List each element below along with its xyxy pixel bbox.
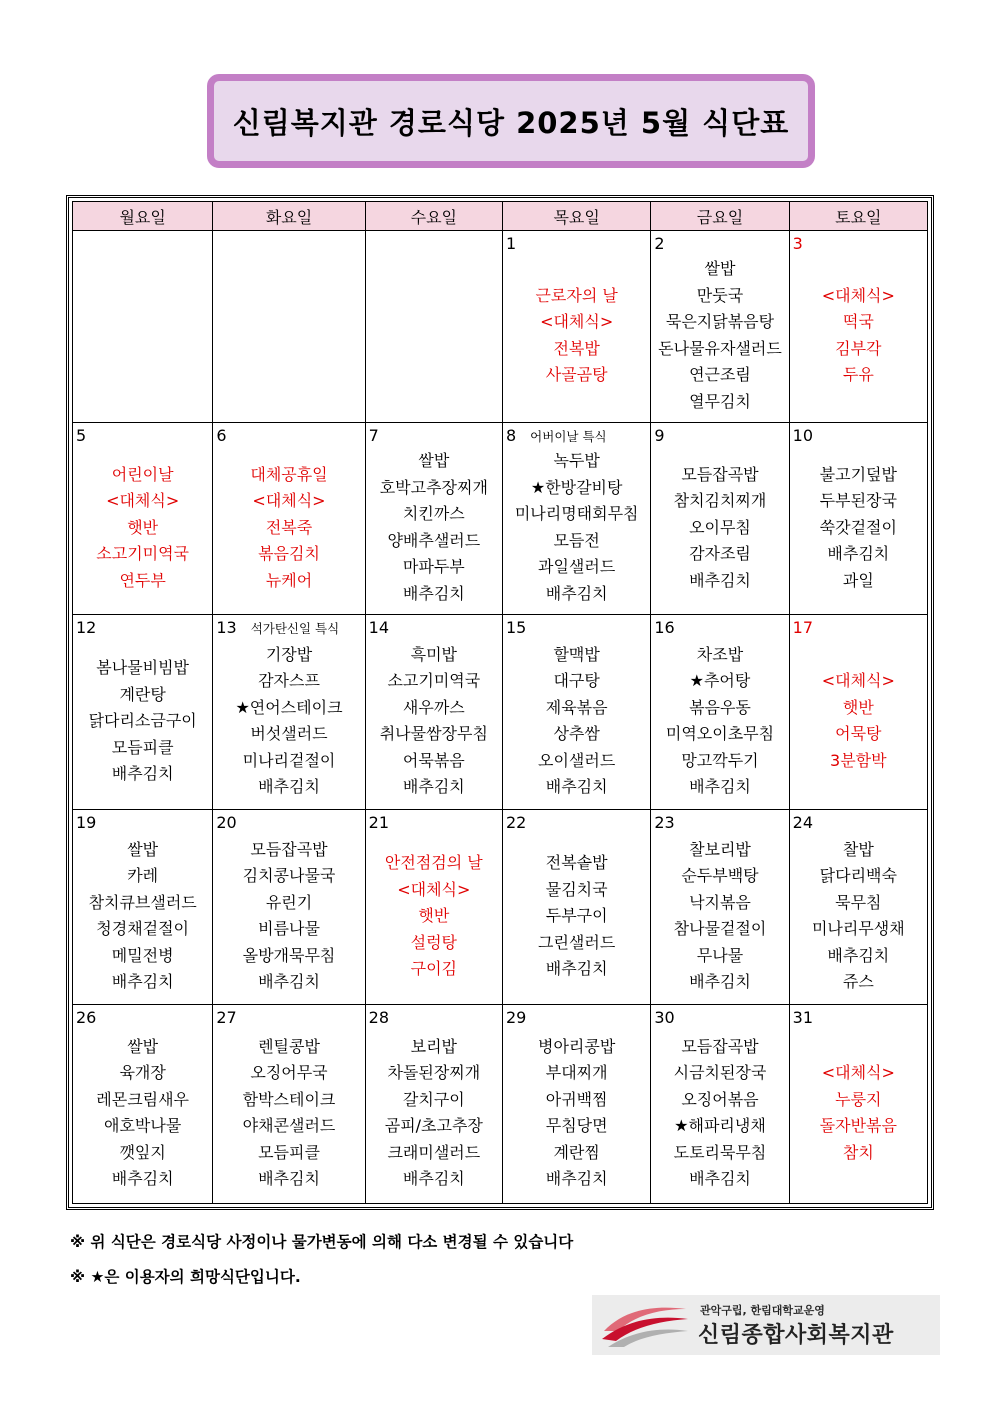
menu-item: 무나물 [696,945,744,965]
menu-item: 닭다리소금구이 [88,711,197,731]
menu-item: 배추김치 [258,777,320,797]
day-cell [73,809,213,1004]
menu-item: 묵은지닭볶음탕 [665,312,775,332]
day-cell [789,809,927,1004]
day-cell [213,231,365,423]
menu-item: ★연어스테이크 [235,697,343,717]
day-number: 8 [505,425,517,445]
menu-item: 떡국 [842,312,874,332]
day-number: 14 [368,617,390,637]
menu-item: 아귀백찜 [545,1089,608,1109]
menu-item: 만둣국 [696,285,744,305]
menu-item: 부대찌개 [545,1063,608,1083]
menu-list [366,256,502,422]
day-number: 31 [792,1007,813,1027]
day-number: 10 [792,425,813,445]
menu-list [213,448,364,614]
menu-item: 차돌된장찌개 [387,1063,481,1083]
menu-item: 메밀전병 [111,945,174,965]
menu-item: 크래미샐러드 [387,1142,481,1162]
menu-item: 봄나물비빔밥 [96,658,190,678]
menu-item: 배추김치 [402,777,465,797]
menu-item: 배추김치 [545,583,608,603]
day-number: 3 [792,234,803,253]
day-cell [789,231,927,423]
menu-item: 비름나물 [258,919,320,939]
menu-list [651,448,788,614]
menu-item: 오이무침 [689,517,751,537]
menu-item: 치킨까스 [402,504,465,524]
menu-calendar [72,201,928,1204]
menu-item: 배추김치 [689,777,751,797]
day-number: 22 [505,812,527,832]
menu-item: <대체식> [821,1063,895,1083]
menu-item: 찰보리밥 [689,839,751,859]
menu-list [790,1030,927,1203]
menu-item: 보리밥 [410,1036,458,1056]
day-cell [502,422,650,614]
day-number: 30 [654,1007,675,1027]
menu-item: 참치큐브샐러드 [88,892,197,912]
menu-item: 취나물쌈장무침 [379,724,488,744]
menu-item: <대체식> [821,671,895,691]
menu-item: 배추김치 [545,959,608,979]
menu-item: 유린기 [265,892,313,912]
special-meal-note: 어버이날 특식 [530,428,607,444]
day-cell [365,1004,502,1203]
menu-item: 모듬잡곡밥 [250,839,328,859]
weekday-header: 월요일 [73,202,213,231]
menu-item: 전복밥 [553,338,600,358]
menu-item: 어묵탕 [835,724,882,744]
menu-list [790,256,927,422]
menu-item: 배추김치 [545,1169,608,1189]
menu-item: 배추김치 [402,583,465,603]
menu-item: 오징어볶음 [681,1089,759,1109]
day-number: 29 [505,1007,527,1027]
menu-item: 볶음김치 [258,544,320,564]
day-cell [502,231,650,423]
day-number: 2 [654,234,665,253]
menu-item: 소고기미역국 [96,544,190,564]
menu-item: 참치김치찌개 [673,491,767,511]
menu-item: 참치 [842,1142,874,1162]
menu-item: 뉴케어 [265,570,313,590]
menu-item: 녹두밥 [553,451,600,471]
menu-list [503,448,650,614]
menu-item: 미나리명태회무침 [514,504,639,524]
menu-item: ★추어탕 [689,671,751,691]
weekday-header: 토요일 [789,202,927,231]
menu-item: 전복죽 [265,517,313,537]
day-cell [73,422,213,614]
calendar-frame [66,195,934,1210]
menu-list [366,640,502,809]
day-cell [789,614,927,809]
menu-item: 쌀밥 [704,259,736,279]
menu-list [213,835,364,1004]
menu-item: 카레 [127,866,159,886]
menu-item: 누룽지 [835,1089,882,1109]
menu-item: 전복솥밥 [545,853,608,873]
menu-item: ★해파리냉채 [674,1116,766,1136]
logo-subtitle: 관악구립, 한림대학교운영 [700,1303,825,1317]
menu-item: 마파두부 [402,557,465,577]
menu-item: 오이샐러드 [538,750,616,770]
menu-item: 갈치구이 [402,1089,465,1109]
menu-item: 열무김치 [689,391,751,411]
menu-item: 배추김치 [402,1169,465,1189]
menu-item: 애호박나물 [104,1116,182,1136]
menu-item: 그린샐러드 [538,932,616,952]
menu-list [73,835,212,1004]
day-number: 23 [654,812,675,832]
menu-item: 버섯샐러드 [250,724,328,744]
menu-item: 두부구이 [545,906,608,926]
title-box [207,74,815,168]
day-cell [502,809,650,1004]
menu-item: 어린이날 [111,464,174,484]
day-cell [651,231,789,423]
day-number: 26 [76,1007,97,1027]
menu-item: 병아리콩밥 [538,1036,616,1056]
menu-item: 도토리묵무침 [673,1142,767,1162]
weekday-header: 수요일 [365,202,502,231]
swoosh-logo-icon [600,1301,690,1349]
menu-item: 연근조림 [689,365,751,385]
menu-item: 어묵볶음 [402,750,465,770]
menu-item: 배추김치 [111,764,174,784]
menu-item: 제육볶음 [545,697,608,717]
menu-item: 쥬스 [842,972,874,992]
menu-list [651,640,788,809]
day-cell [502,1004,650,1203]
menu-item: 순두부백탕 [681,866,759,886]
menu-item: 김치콩나물국 [242,866,336,886]
menu-item: 볶음우동 [689,697,751,717]
weekday-header: 화요일 [213,202,365,231]
page-title: 신림복지관 경로식당 2025년 5월 식단표 [232,105,790,140]
day-cell [365,809,502,1004]
menu-item: 사골곰탕 [545,365,608,385]
menu-item: 야채콘샐러드 [242,1116,336,1136]
menu-item: 무침당면 [545,1116,608,1136]
menu-item: 배추김치 [827,544,890,564]
menu-item: 두부된장국 [819,491,897,511]
menu-item: 망고깍두기 [681,750,759,770]
menu-item: 배추김치 [111,1169,174,1189]
menu-item: 배추김치 [258,1169,320,1189]
day-number: 1 [505,234,517,253]
day-number: 5 [76,425,87,445]
menu-item: 안전점검의 날 [384,853,483,873]
menu-list [366,835,502,1004]
menu-item: 대구탕 [553,671,600,691]
menu-item: 할맥밥 [553,644,600,664]
day-cell [73,231,213,423]
menu-item: <대체식> [821,285,895,305]
weekday-header-row [73,202,928,231]
menu-list [213,256,364,422]
welfare-center-logo [592,1295,940,1355]
menu-list [503,256,650,422]
menu-item: 시금치된장국 [673,1063,767,1083]
day-cell [73,1004,213,1203]
menu-list [790,640,927,809]
menu-item: 돌자반볶음 [819,1116,897,1136]
day-number: 12 [76,617,97,637]
menu-list [503,1030,650,1203]
menu-item: 미나리겉절이 [242,750,336,770]
day-cell [213,614,365,809]
menu-item: 청경채겉절이 [96,919,190,939]
menu-item: 배추김치 [545,777,608,797]
menu-item: 올방개묵무침 [242,945,336,965]
special-meal-note: 석가탄신일 특식 [250,620,340,636]
menu-item: 깻잎지 [119,1142,166,1162]
day-number: 24 [792,812,813,832]
menu-item: 참나물겉절이 [673,919,767,939]
menu-item: 3분함박 [830,750,887,770]
day-number: 28 [368,1007,390,1027]
menu-list [73,448,212,614]
logo-name: 신림종합사회복지관 [698,1322,894,1348]
menu-item: 과일샐러드 [538,557,616,577]
menu-item: 햇반 [127,517,159,537]
menu-item: 과일 [842,570,874,590]
day-number: 13 [216,617,237,637]
menu-item: 찰밥 [842,839,874,859]
menu-list [651,1030,788,1203]
menu-item: <대체식> [252,491,326,511]
menu-list [790,835,927,1004]
week-row [73,809,928,1004]
menu-item: 호박고추장찌개 [379,477,488,497]
menu-item: 차조밥 [696,644,744,664]
day-cell [651,422,789,614]
week-row [73,614,928,809]
menu-item: 배추김치 [689,570,751,590]
day-cell [789,422,927,614]
menu-item: 배추김치 [111,972,174,992]
menu-item: 새우까스 [402,697,465,717]
menu-item: 연두부 [119,570,166,590]
menu-item: 양배추샐러드 [387,530,481,550]
menu-item: 불고기덮밥 [819,464,897,484]
menu-list [651,835,788,1004]
menu-item: 배추김치 [689,972,751,992]
menu-item: 쑥갓겉절이 [819,517,897,537]
menu-item: 모듬전 [553,530,600,550]
menu-item: 계란탕 [119,684,166,704]
menu-item: 감자조림 [689,544,751,564]
menu-list [790,448,927,614]
day-cell [213,422,365,614]
menu-item: 돈나물유자샐러드 [658,338,782,358]
menu-item: 함박스테이크 [242,1089,336,1109]
menu-item: 쌀밥 [127,1036,159,1056]
day-number: 19 [76,812,97,832]
menu-item: 닭다리백숙 [819,866,897,886]
day-number: 15 [505,617,527,637]
menu-list [366,448,502,614]
menu-item: 모듬잡곡밥 [681,1036,759,1056]
menu-item: 배추김치 [689,1169,751,1189]
menu-item: 구이김 [410,959,458,979]
menu-item: 배추김치 [827,945,890,965]
menu-list [73,256,212,422]
day-cell [365,231,502,423]
weekday-header: 금요일 [651,202,789,231]
menu-item: 미역오이초무침 [665,724,775,744]
footnote-change-notice: ※ 위 식단은 경로식당 사정이나 물가변동에 의해 다소 변경될 수 있습니다 [70,1233,574,1251]
menu-item: <대체식> [540,312,614,332]
menu-item: 모듬피클 [111,737,174,757]
menu-item: 오징어무국 [250,1063,328,1083]
menu-list [73,1030,212,1203]
day-number: 27 [216,1007,237,1027]
menu-item: 햇반 [842,697,874,717]
menu-item: 소고기미역국 [387,671,481,691]
menu-item: ★한방갈비탕 [530,477,623,497]
menu-item: <대체식> [397,879,471,899]
menu-list [73,640,212,809]
day-cell [365,422,502,614]
day-number: 16 [654,617,675,637]
menu-item: 햇반 [418,906,450,926]
menu-item: 쌀밥 [418,451,450,471]
menu-list [366,1030,502,1203]
menu-list [503,835,650,1004]
menu-list [651,256,788,422]
menu-item: 두유 [842,365,874,385]
day-number: 20 [216,812,237,832]
menu-item: 미나리무생채 [811,919,905,939]
week-row [73,1004,928,1203]
menu-list [213,640,364,809]
menu-item: 낙지볶음 [689,892,751,912]
menu-item: 대체공휴일 [250,464,328,484]
weekday-header: 목요일 [502,202,650,231]
day-number: 21 [368,812,390,832]
menu-item: 배추김치 [258,972,320,992]
menu-item: 기장밥 [265,644,313,664]
menu-item: 곰피/초고추장 [384,1116,483,1136]
day-number: 6 [216,425,227,445]
week-row [73,422,928,614]
menu-list [213,1030,364,1203]
menu-item: 근로자의 날 [535,285,618,305]
day-cell [651,809,789,1004]
menu-list [503,640,650,809]
menu-item: 감자스프 [258,671,320,691]
footnote-star-legend: ※ ★은 이용자의 희망식단입니다. [70,1268,301,1286]
day-number: 17 [792,617,813,637]
menu-item: 모듬잡곡밥 [681,464,759,484]
menu-item: 레몬크림새우 [96,1089,190,1109]
day-number: 9 [654,425,665,445]
menu-item: 물김치국 [545,879,608,899]
day-cell [651,614,789,809]
day-cell [789,1004,927,1203]
menu-item: 쌀밥 [127,839,159,859]
menu-item: 설렁탕 [410,932,458,952]
day-cell [651,1004,789,1203]
menu-item: 모듬피클 [258,1142,320,1162]
week-row [73,231,928,423]
menu-item: <대체식> [106,491,180,511]
day-cell [213,809,365,1004]
menu-item: 육개장 [119,1063,166,1083]
menu-item: 김부각 [835,338,882,358]
day-number: 7 [368,425,379,445]
menu-item: 상추쌈 [553,724,600,744]
menu-item: 렌틸콩밥 [258,1036,320,1056]
day-cell [73,614,213,809]
menu-item: 흑미밥 [410,644,458,664]
day-cell [365,614,502,809]
day-cell [502,614,650,809]
menu-item: 묵무침 [835,892,882,912]
day-cell [213,1004,365,1203]
menu-item: 계란찜 [553,1142,600,1162]
